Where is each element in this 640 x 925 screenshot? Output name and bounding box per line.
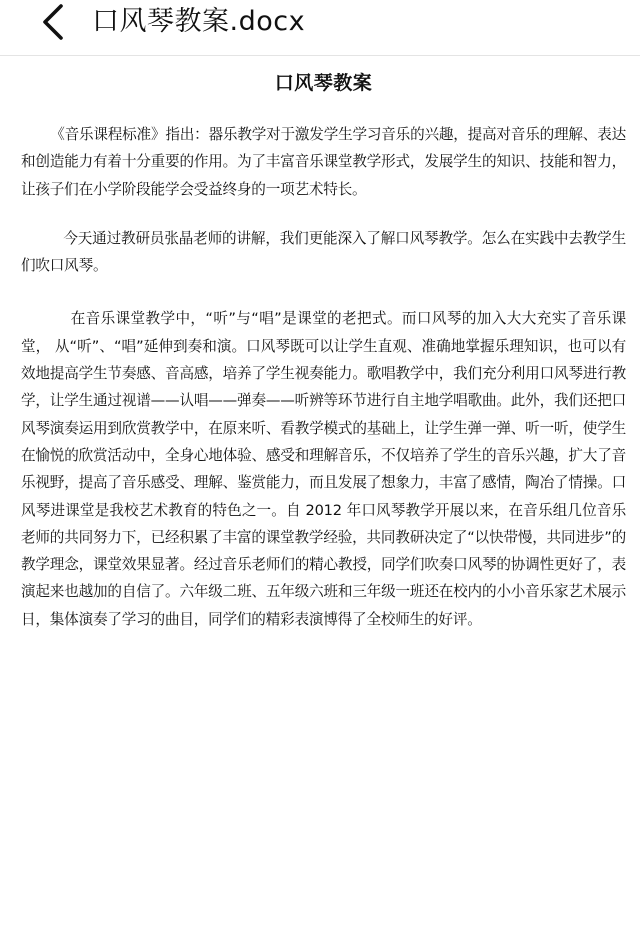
chevron-left-icon: [40, 3, 66, 41]
paragraph-1: 《音乐课程标准》指出：器乐教学对于激发学生学习音乐的兴趣，提高对音乐的理解、表达和创造能力有着十分重要的作用。为了丰富音乐课堂教学形式，发展学生的知识、技能和智力，让孩子们在小学阶段能学会受益终身的一项艺术特长。: [21, 126, 626, 198]
app-header: [0, 0, 640, 56]
document-body[interactable]: [0, 68, 640, 633]
paragraph-3: 在音乐课堂教学中，“听”与“唱”是课堂的老把式。而口风琴的加入大大充实了音乐课堂， 从“听”、“唱”延伸到奏和演。口风琴既可以让学生直观、准确地掌握乐理知识，也可以有效地提高学生节奏感、音高感，培养了学生视奏能力。歌唱教学中，我们充分利用口风琴进行教学，让学生通过视谱——认唱——弹奏——听辨等环节进行自主地学唱歌曲。此外，我们还把口风琴演奏运用到欣赏教学中，在原来听、看教学模式的基础上，让学生弹一弹、听一听，使学生在愉悦的欣赏活动中，全身心地体验、感受和理解音乐，不仅培养了学生的音乐兴趣，扩大了音乐视野，提高了音乐感受、理解、鉴赏能力，而且发展了想象力，丰富了感情，陶冶了情操。口风琴进课堂是我校艺术教育的特色之一。自 2012 年口风琴教学开展以来，在音乐组几位音乐老师的共同努力下，已经积累了丰富的课堂教学经验，共同教研决定了“以快带慢，共同进步”的教学理念，课堂效果显著。经过音乐老师们的精心教授，同学们吹奏口风琴的协调性更好了，表演起来也越加的自信了。六年级二班、五年级六班和三年级一班还在校内的小小音乐家艺术展示日，集体演奏了学习的曲目，同学们的精彩表演博得了全校师生的好评。: [21, 310, 626, 628]
document-title: 口风琴教案: [274, 72, 373, 94]
back-button[interactable]: [28, 0, 78, 44]
file-name-title: 口风琴教案.docx: [92, 6, 306, 37]
paragraph-2: 今天通过教研员张晶老师的讲解，我们更能深入了解口风琴教学。怎么在实践中去教学生们吹口风琴。: [21, 229, 626, 275]
